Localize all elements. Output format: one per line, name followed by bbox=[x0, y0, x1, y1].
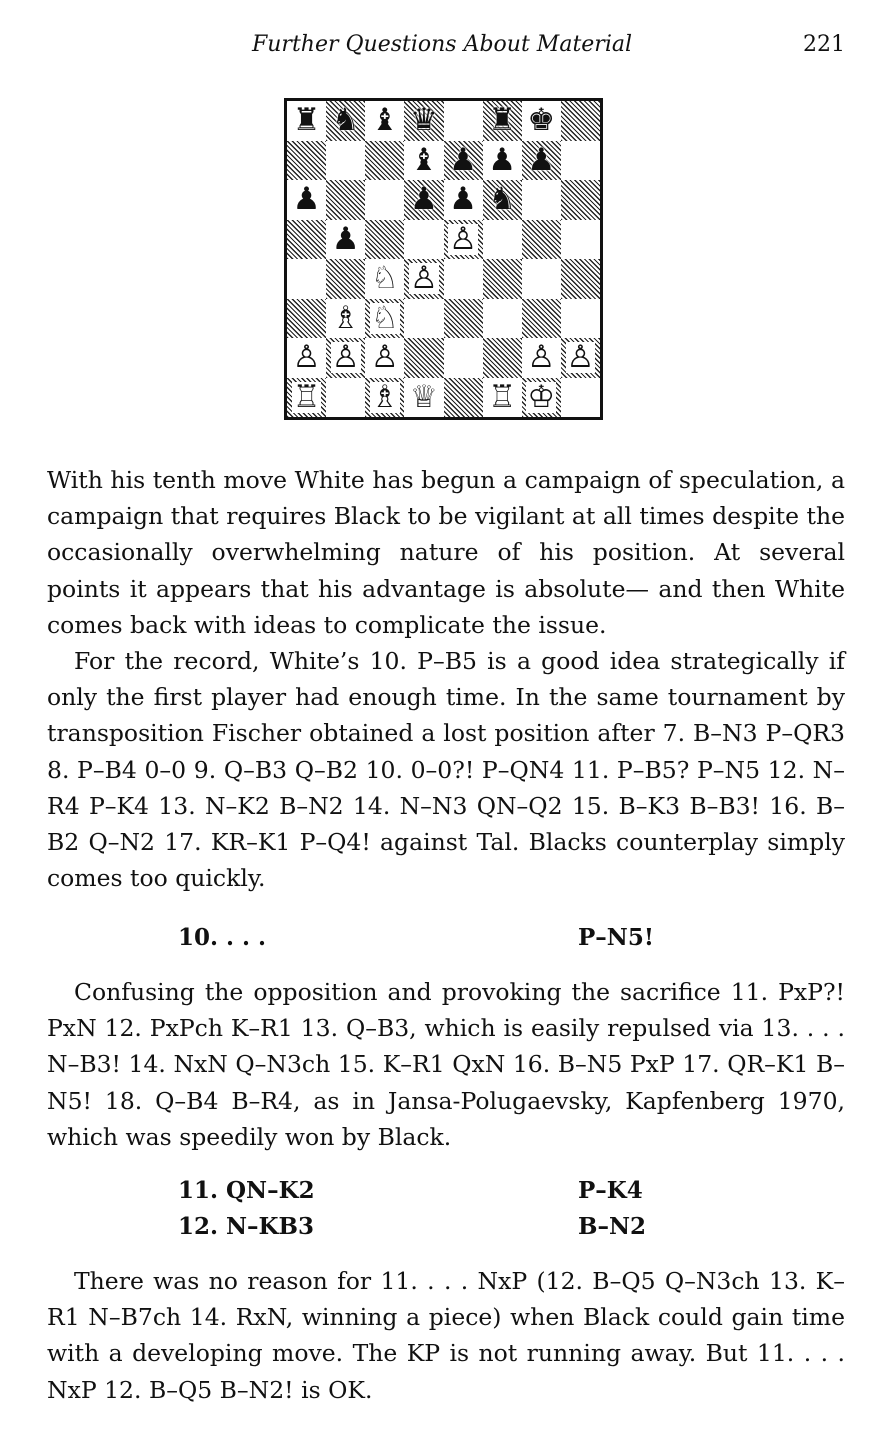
black-pawn-icon: ♟ bbox=[331, 220, 360, 257]
white-king-icon: ♔ bbox=[527, 378, 556, 415]
white-rook-icon: ♖ bbox=[292, 378, 321, 415]
square-e8 bbox=[444, 101, 483, 141]
white-pawn-icon: ♙ bbox=[331, 339, 360, 376]
square-g6 bbox=[522, 180, 561, 220]
paragraph-record: For the record, White’s 10. P–B5 is a good idea strategically if only the first player had enough time. In the same tournament by transposition Fischer obtained a lost position after 7. B–N3 P–QR3 8. P–B4 0–0 9. Q–B3 Q–B2 10. 0–0?! P–QN4 11. P–B5? P–N5 12. N–R4 P–K4 13. N–K2 B–N2 14. N–N3 QN–Q2 15. B–K3 B–B3! 16. B–B2 Q–N2 17. KR–K1 P–Q4! against Tal. Blacks counterplay simply comes too quickly. bbox=[47, 647, 845, 893]
square-h2 bbox=[561, 338, 600, 378]
square-g5 bbox=[522, 220, 561, 260]
square-e3 bbox=[444, 299, 483, 339]
square-d5 bbox=[404, 220, 443, 260]
move-12-black: B–N2 bbox=[578, 1213, 646, 1240]
square-a6 bbox=[287, 180, 326, 220]
white-bishop-icon: ♗ bbox=[331, 299, 360, 336]
square-a5 bbox=[287, 220, 326, 260]
square-g4 bbox=[522, 259, 561, 299]
square-f4 bbox=[483, 259, 522, 299]
square-c7 bbox=[365, 141, 404, 181]
move-10-black: P–N5! bbox=[578, 924, 654, 951]
square-f6 bbox=[483, 180, 522, 220]
square-b5 bbox=[326, 220, 365, 260]
square-f8 bbox=[483, 101, 522, 141]
square-f7 bbox=[483, 141, 522, 181]
square-g2 bbox=[522, 338, 561, 378]
black-pawn-icon: ♟ bbox=[449, 181, 477, 218]
square-h7 bbox=[561, 141, 600, 181]
square-g8 bbox=[522, 101, 561, 141]
square-c3 bbox=[365, 299, 404, 339]
black-pawn-icon: ♟ bbox=[527, 141, 556, 178]
paragraph-speculation: With his tenth move White has begun a campaign of speculation, a campaign that requires Black to be vigilant at all times despite the occasionally overwhelming nature of his position. At several points it appears that his advantage is absolute— and then White comes back with ideas to complicate the issue. bbox=[47, 466, 845, 639]
paragraph-confusing: Confusing the opposition and provoking the sacrifice 11. PxP?! PxN 12. PxPch K–R1 13. Q–B3, which is easily repulsed via 13. . . . N–B3! 14. NxN Q–N3ch 15. K–R1 QxN 16. B–N5 PxP 17. QR–K1 B–N5! 18. Q–B4 B–R4, as in Jansa-Polugaevsky, Kapfenberg 1970, which was speedily won by Black. bbox=[47, 978, 845, 1151]
square-b3 bbox=[326, 299, 365, 339]
black-pawn-icon: ♟ bbox=[410, 181, 438, 218]
white-knight-icon: ♘ bbox=[370, 299, 399, 336]
square-f5 bbox=[483, 220, 522, 260]
square-d3 bbox=[404, 299, 443, 339]
square-c1 bbox=[365, 378, 404, 418]
white-pawn-icon: ♙ bbox=[449, 220, 477, 257]
black-rook-icon: ♜ bbox=[488, 102, 517, 139]
running-title: Further Questions About Material bbox=[252, 32, 633, 57]
square-c6 bbox=[365, 180, 404, 220]
white-pawn-icon: ♙ bbox=[292, 339, 321, 376]
white-queen-icon: ♕ bbox=[410, 378, 438, 415]
square-c8 bbox=[365, 101, 404, 141]
square-e7 bbox=[444, 141, 483, 181]
square-d7 bbox=[404, 141, 443, 181]
black-king-icon: ♚ bbox=[527, 102, 556, 139]
square-d6 bbox=[404, 180, 443, 220]
commentary-block-2 bbox=[47, 974, 845, 1155]
black-rook-icon: ♜ bbox=[292, 102, 321, 139]
square-c5 bbox=[365, 220, 404, 260]
square-e4 bbox=[444, 259, 483, 299]
square-g1 bbox=[522, 378, 561, 418]
square-e6 bbox=[444, 180, 483, 220]
square-f2 bbox=[483, 338, 522, 378]
square-g7 bbox=[522, 141, 561, 181]
square-b6 bbox=[326, 180, 365, 220]
square-a4 bbox=[287, 259, 326, 299]
move-11-white: 11. QN–K2 bbox=[178, 1177, 315, 1204]
square-b1 bbox=[326, 378, 365, 418]
white-pawn-icon: ♙ bbox=[410, 260, 438, 297]
square-f1 bbox=[483, 378, 522, 418]
square-e5 bbox=[444, 220, 483, 260]
white-rook-icon: ♖ bbox=[488, 378, 517, 415]
black-pawn-icon: ♟ bbox=[488, 141, 517, 178]
commentary-block-1 bbox=[47, 462, 845, 896]
white-pawn-icon: ♙ bbox=[370, 339, 399, 376]
black-knight-icon: ♞ bbox=[331, 102, 360, 139]
square-a2 bbox=[287, 338, 326, 378]
square-h4 bbox=[561, 259, 600, 299]
square-a1 bbox=[287, 378, 326, 418]
square-a3 bbox=[287, 299, 326, 339]
move-11-black: P–K4 bbox=[578, 1177, 643, 1204]
square-g3 bbox=[522, 299, 561, 339]
paragraph-no-reason: There was no reason for 11. . . . NxP (12. B–Q5 Q–N3ch 13. K–R1 N–B7ch 14. RxN, winning a piece) when Black could gain time with a developing move. The KP is not running away. But 11. . . . NxP 12. B–Q5 B–N2! is OK. bbox=[47, 1267, 845, 1404]
square-c2 bbox=[365, 338, 404, 378]
black-bishop-icon: ♝ bbox=[370, 102, 399, 139]
square-h1 bbox=[561, 378, 600, 418]
square-h3 bbox=[561, 299, 600, 339]
square-d2 bbox=[404, 338, 443, 378]
move-12-white: 12. N–KB3 bbox=[178, 1213, 314, 1240]
square-d1 bbox=[404, 378, 443, 418]
black-pawn-icon: ♟ bbox=[292, 181, 321, 218]
square-b2 bbox=[326, 338, 365, 378]
square-a8 bbox=[287, 101, 326, 141]
square-b8 bbox=[326, 101, 365, 141]
white-pawn-icon: ♙ bbox=[566, 339, 595, 376]
square-a7 bbox=[287, 141, 326, 181]
black-pawn-icon: ♟ bbox=[449, 141, 477, 178]
black-queen-icon: ♛ bbox=[410, 102, 438, 139]
square-d4 bbox=[404, 259, 443, 299]
white-knight-icon: ♘ bbox=[370, 260, 399, 297]
square-b7 bbox=[326, 141, 365, 181]
square-e2 bbox=[444, 338, 483, 378]
square-e1 bbox=[444, 378, 483, 418]
square-b4 bbox=[326, 259, 365, 299]
commentary-block-3 bbox=[47, 1263, 845, 1408]
white-bishop-icon: ♗ bbox=[370, 378, 399, 415]
white-pawn-icon: ♙ bbox=[527, 339, 556, 376]
square-c4 bbox=[365, 259, 404, 299]
move-10-white: 10. . . . bbox=[178, 924, 267, 951]
black-bishop-icon: ♝ bbox=[410, 141, 438, 178]
chess-board-diagram bbox=[284, 98, 603, 420]
square-h6 bbox=[561, 180, 600, 220]
square-h8 bbox=[561, 101, 600, 141]
page-number: 221 bbox=[803, 32, 845, 57]
black-knight-icon: ♞ bbox=[488, 181, 517, 218]
page-header bbox=[0, 32, 893, 66]
square-f3 bbox=[483, 299, 522, 339]
square-d8 bbox=[404, 101, 443, 141]
square-h5 bbox=[561, 220, 600, 260]
